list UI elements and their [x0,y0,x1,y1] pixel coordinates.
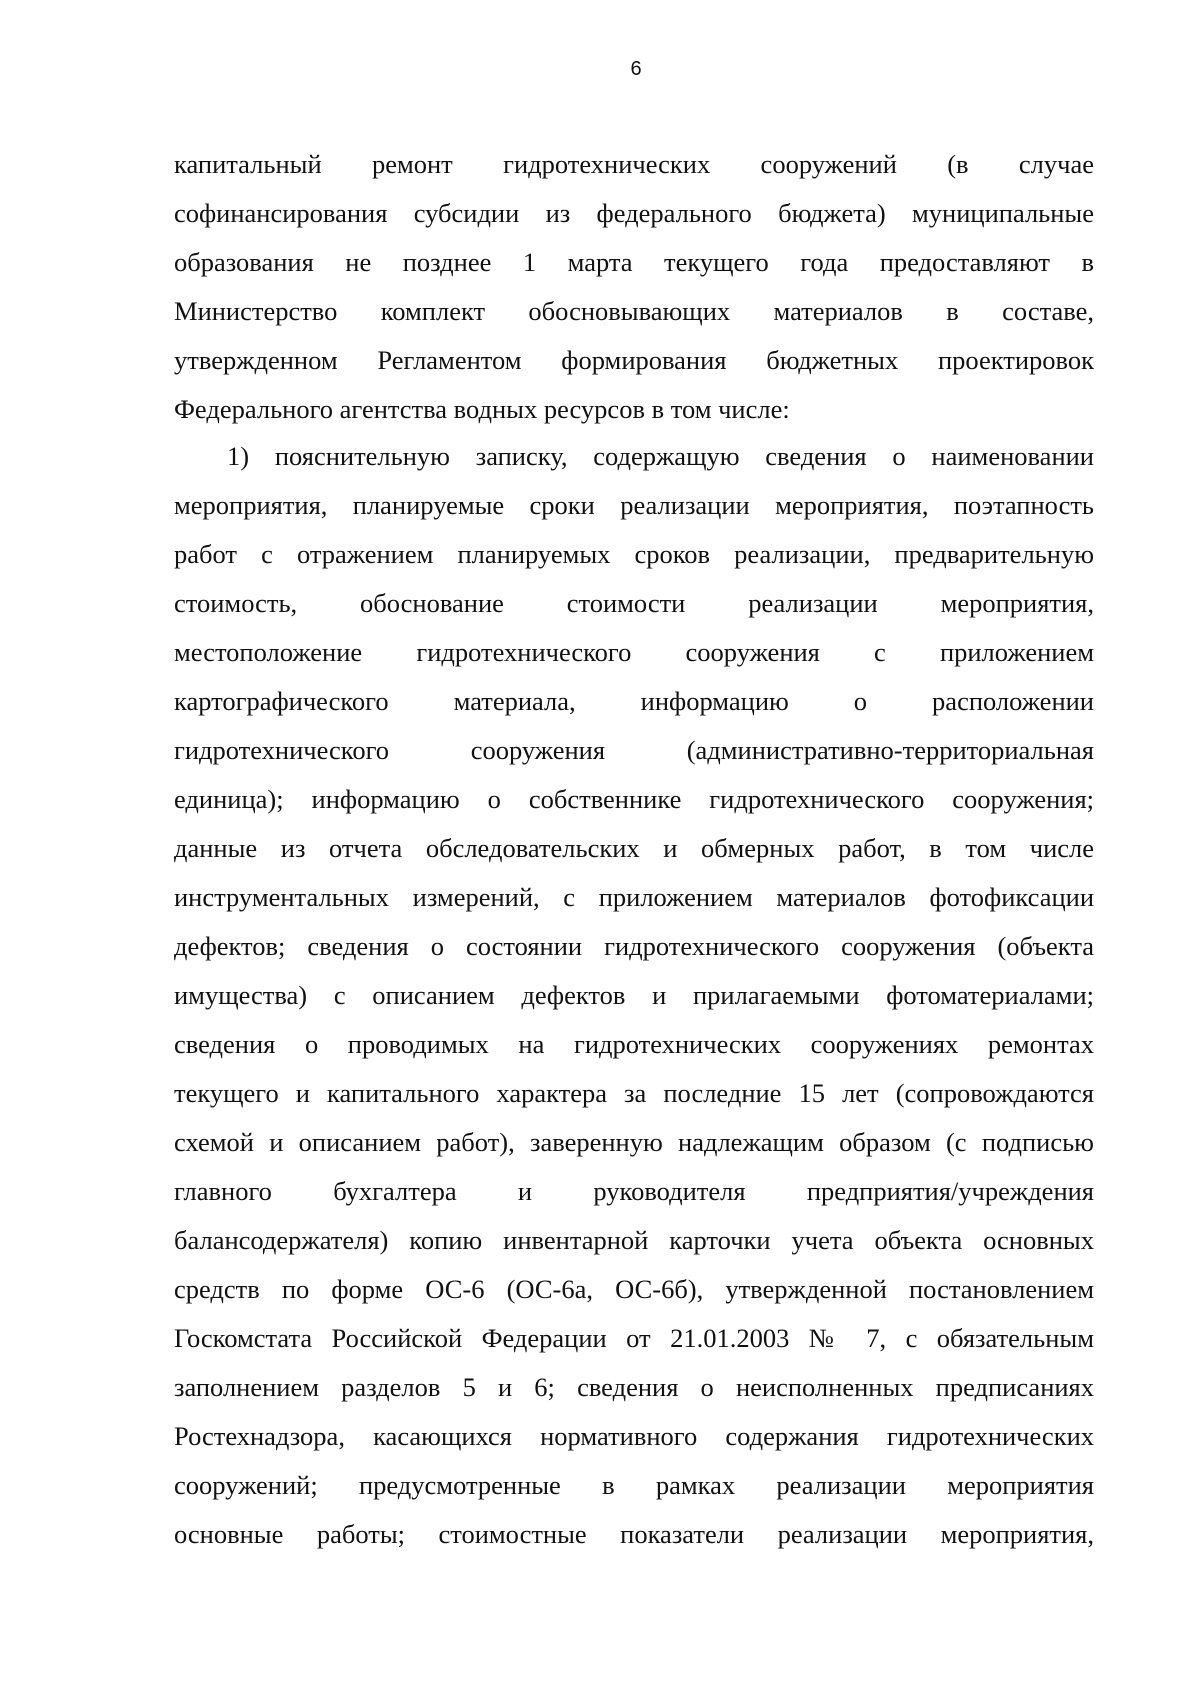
text-line: схемой и описанием работ), заверенную надлежащим образом (с подписью [174,1127,1094,1157]
text-line: стоимость, обоснование стоимости реализации мероприятия, [174,588,1094,618]
text-line: сооружений; предусмотренные в рамках реализации мероприятия [174,1470,1094,1500]
text-line: заполнением разделов 5 и 6; сведения о неисполненных предписаниях [174,1372,1094,1402]
text-line: 1) пояснительную записку, содержащую сведения о наименовании [227,441,1094,471]
text-line: работ с отражением планируемых сроков реализации, предварительную [174,539,1094,569]
text-line: единица); информацию о собственнике гидротехнического сооружения; [174,784,1094,814]
text-line: картографического материала, информацию о расположении [174,686,1094,716]
page-number: 6 [630,58,642,80]
text-line: Ростехнадзора, касающихся нормативного содержания гидротехнических [174,1421,1094,1451]
text-line: Федерального агентства водных ресурсов в том числе: [174,394,790,424]
text-line: Министерство комплект обосновывающих материалов в составе, [174,296,1094,326]
paragraph-intro [174,145,1094,439]
text-line: утвержденном Регламентом формирования бюджетных проектировок [174,345,1094,375]
text-line: основные работы; стоимостные показатели реализации мероприятия, [174,1519,1094,1549]
text-line: балансодержателя) копию инвентарной карточки учета объекта основных [174,1225,1094,1255]
text-line: средств по форме ОС-6 (ОС-6а, ОС-6б), утвержденной постановлением [174,1274,1094,1304]
text-line: Госкомстата Российской Федерации от 21.01.2003 № 7, с обязательным [174,1323,1094,1353]
text-line: инструментальных измерений, с приложением материалов фотофиксации [174,882,1094,912]
text-line: имущества) с описанием дефектов и прилагаемыми фотоматериалами; [174,980,1094,1010]
text-line: капитальный ремонт гидротехнических сооружений (в случае [174,149,1094,179]
text-line: гидротехнического сооружения (административно-территориальная [174,735,1094,765]
text-line: софинансирования субсидии из федерального бюджета) муниципальные [174,198,1094,228]
text-line: данные из отчета обследовательских и обмерных работ, в том числе [174,833,1094,863]
text-line: дефектов; сведения о состоянии гидротехнического сооружения (объекта [174,931,1094,961]
text-line: образования не позднее 1 марта текущего года предоставляют в [174,247,1094,277]
text-line: главного бухгалтера и руководителя предприятия/учреждения [174,1176,1094,1206]
text-line: мероприятия, планируемые сроки реализации мероприятия, поэтапность [174,490,1094,520]
text-line: местоположение гидротехнического сооружения с приложением [174,637,1094,667]
text-line: текущего и капитального характера за последние 15 лет (сопровождаются [174,1078,1094,1108]
paragraph-item-1 [174,437,1094,1564]
document-body [174,145,1094,1564]
text-line: сведения о проводимых на гидротехнических сооружениях ремонтах [174,1029,1094,1059]
